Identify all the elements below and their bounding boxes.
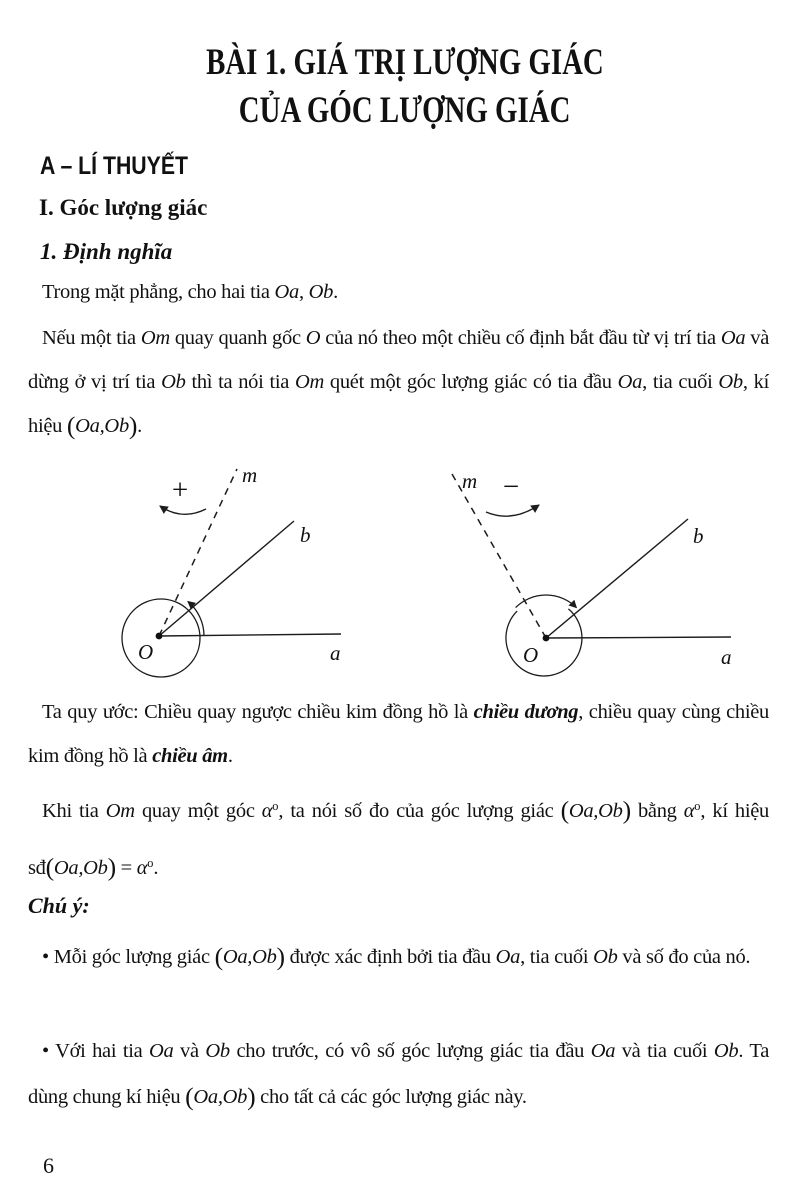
label-origin: O (523, 643, 539, 667)
subsection-heading-dinh-nghia: 1. Định nghĩa (40, 239, 173, 264)
ray-om-dashed (452, 474, 546, 638)
ccw-rotation-arrow (160, 506, 206, 514)
page-number: 6 (43, 1153, 54, 1178)
note-bullet-1: • Mỗi góc lượng giác (Oa,Ob) được xác định bởi tia đầu Oa, tia cuối Ob và số đo của nó. (42, 941, 751, 971)
paragraph-convention: Ta quy ước: Chiều quay ngược chiều kim đồng hồ là chiều dương, chiều quay cùng chiều kim đồng hồ là chiều âm. (28, 701, 769, 767)
label-b: b (300, 523, 311, 547)
label-b: b (693, 524, 704, 548)
label-m: m (242, 463, 258, 487)
origin-dot (543, 635, 550, 642)
origin-dot (156, 633, 163, 640)
figure-negative-direction (452, 469, 732, 676)
cw-rotation-arrow (486, 505, 539, 516)
ray-ob (546, 519, 688, 638)
label-origin: O (138, 640, 154, 664)
minus-sign: − (502, 471, 520, 503)
paragraph-measure: Khi tia Om quay một góc $\alpha^o$, ta nói số đo của góc lượng giác (Oa,Ob) bằng $\alpha^o$, kí hiệu sđ(Oa,Ob) = $\alpha^o$. (28, 795, 770, 882)
section-heading-theory-text: A – LÍ THUYẾT (40, 152, 188, 180)
paragraph-intro: Trong mặt phẳng, cho hai tia Oa, Ob. (42, 281, 338, 303)
ray-ob (159, 521, 294, 636)
label-a: a (330, 641, 341, 665)
note-bullet-2: • Với hai tia Oa và Ob cho trước, có vô số góc lượng giác tia đầu Oa và tia cuối Ob. Ta dùng chung kí hiệu (Oa,Ob) cho tất cả các góc lượng giác này. (28, 1040, 770, 1111)
page-title-line2-text: CỦA GÓC LƯỢNG GIÁC (239, 90, 571, 131)
ray-oa (159, 634, 341, 636)
label-m: m (462, 469, 478, 493)
label-a: a (721, 645, 732, 669)
note-heading: Chú ý: (28, 893, 90, 918)
page-title-line1-text: BÀI 1. GIÁ TRỊ LƯỢNG GIÁC (206, 42, 604, 83)
subsection-heading-goc-luong-giac: I. Góc lượng giác (39, 195, 208, 220)
section-heading-theory (40, 152, 214, 180)
ray-oa (546, 637, 731, 638)
figure-positive-direction (122, 463, 341, 677)
ray-om-dashed (159, 469, 237, 636)
page-title-line2 (0, 92, 810, 129)
angle-direction-figures (80, 450, 780, 700)
plus-sign: + (171, 474, 189, 506)
page-title-line1 (0, 44, 810, 81)
paragraph-definition: Nếu một tia Om quay quanh gốc O của nó theo một chiều cố định bắt đầu từ vị trí tia Oa và dừng ở vị trí tia Ob thì ta nói tia Om quét một góc lượng giác có tia đầu Oa, tia cuối Ob, kí hiệu (Oa,Ob). (28, 327, 770, 440)
angle-arc-arrow (188, 602, 204, 637)
origin-circle-gapped (506, 609, 582, 676)
